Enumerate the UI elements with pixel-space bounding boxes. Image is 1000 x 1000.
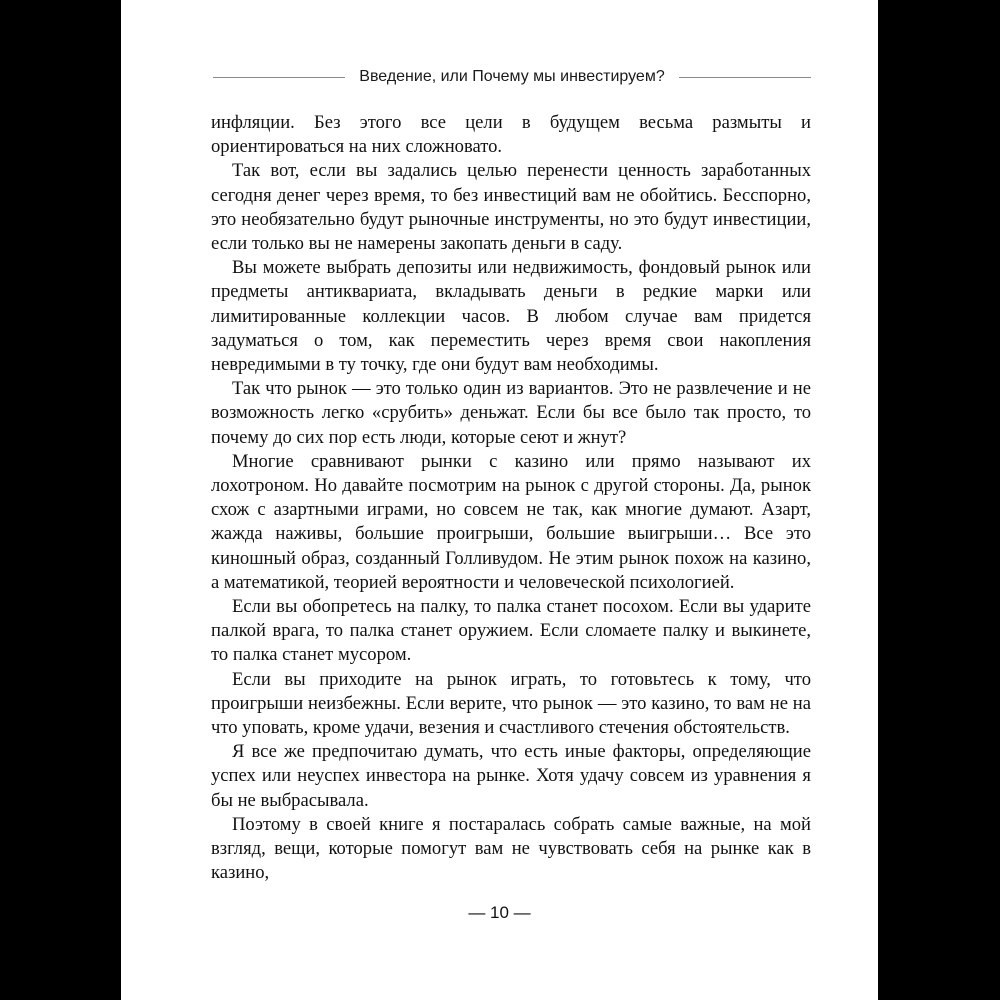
paragraph: Вы можете выбрать депозиты или недвижимость, фондовый рынок или предметы антиквариата, вкладывать деньги в редкие марки или лимитированные коллекции часов. В любом случае вам придется задуматься о том, как переместить через время свои накопления невредимыми в ту точку, где они будут вам необходимы. (211, 257, 811, 376)
paragraph: Так вот, если вы задались целью перенести ценность заработанных сегодня денег через время, то без инвестиций вам не обойтись. Бесспорно, это необязательно будут рыночные инструменты, но это будут инвестиции, если только вы не намерены закопать деньги в саду. (211, 160, 811, 255)
running-header-title: Введение, или Почему мы инвестируем? (359, 68, 665, 85)
header-rule-right (679, 77, 811, 78)
paragraph: Так что рынок — это только один из вариантов. Это не развлечение и не возможность легко «срубить» деньжат. Если бы все было так просто, то почему до сих пор есть люди, которые сеют и жнут? (211, 378, 811, 448)
paragraph: инфляции. Без этого все цели в будущем весьма размыты и ориентироваться на них сложновато. (211, 112, 811, 158)
page-number: — 10 — (468, 903, 531, 922)
body-text (211, 111, 811, 886)
running-header (213, 65, 811, 89)
paragraph: Если вы приходите на рынок играть, то готовьтесь к тому, что проигрыши неизбежны. Если верите, что рынок — это казино, то вам не на что уповать, кроме удачи, везения и счастливого стечения обстоятельств. (211, 668, 811, 739)
paragraph: Я все же предпочитаю думать, что есть иные факторы, определяющие успех или неуспех инвестора на рынке. Хотя удачу совсем из уравнения я бы не выбрасывала. (211, 741, 811, 811)
book-page (121, 0, 878, 1000)
paragraph: Поэтому в своей книге я постаралась собрать самые важные, на мой взгляд, вещи, которые помогут вам не чувствовать себя на рынке как в казино, (211, 813, 811, 884)
paragraph: Если вы обопретесь на палку, то палка станет посохом. Если вы ударите палкой врага, то палка станет оружием. Если сломаете палку и выкинете, то палка станет мусором. (211, 596, 811, 666)
paragraph: Многие сравнивают рынки с казино или прямо называют их лохотроном. Но давайте посмотрим на рынок с другой стороны. Да, рынок схож с азартными играми, но совсем не так, как многие думают. Азарт, жажда наживы, большие проигрыши, большие выигрыши… Все это киношный образ, созданный Голливудом. Не этим рынок похож на казино, а математикой, теорией вероятности и человеческой психологией. (211, 450, 811, 593)
header-rule-left (213, 77, 345, 78)
